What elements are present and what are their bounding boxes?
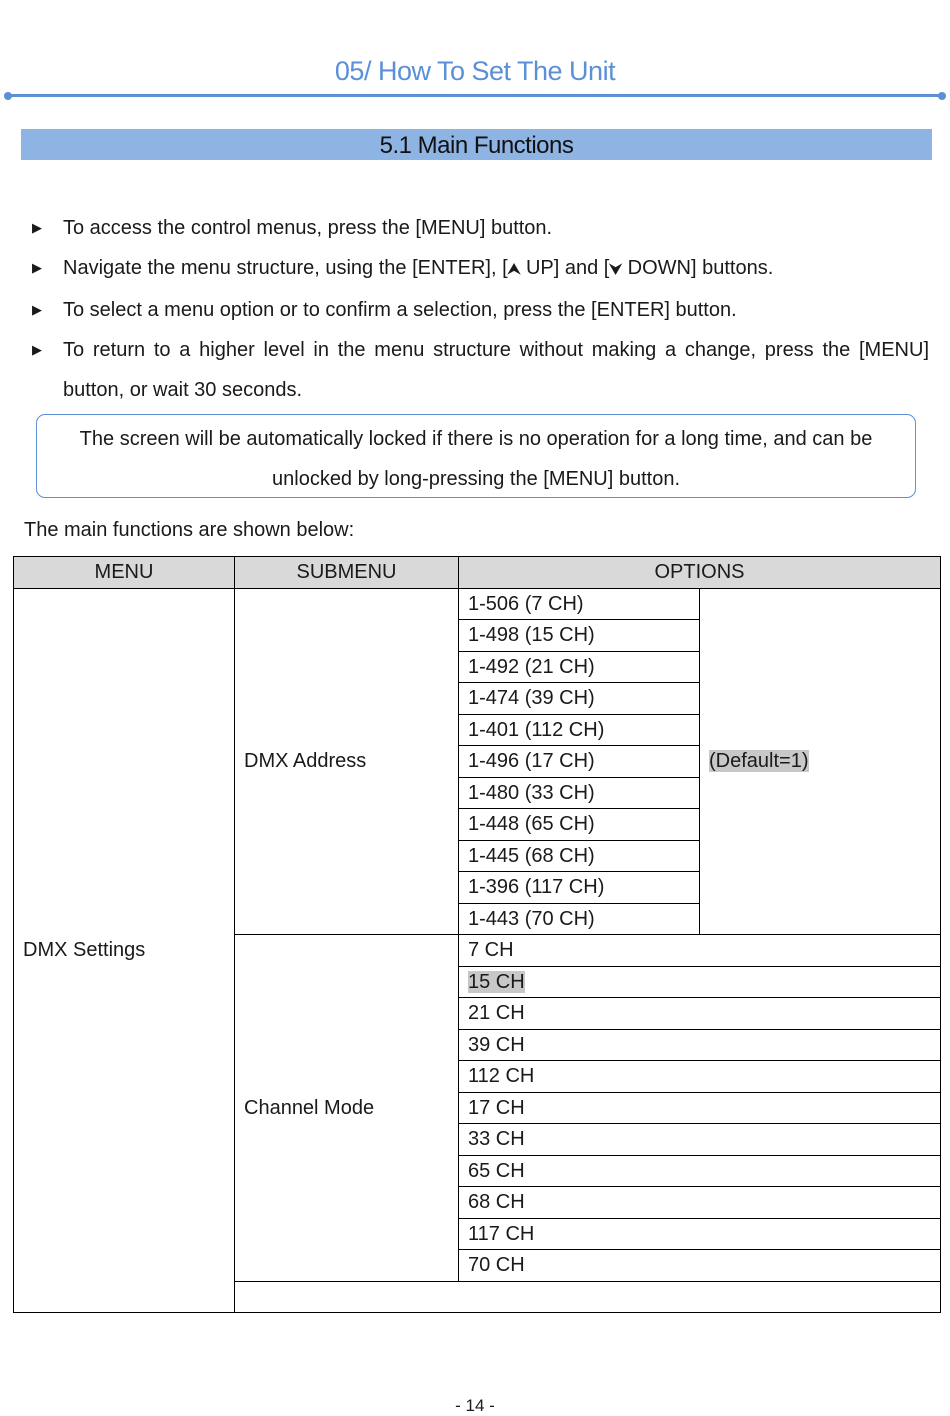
option-cell: 1-492 (21 CH): [459, 651, 700, 683]
option-cell: 68 CH: [459, 1187, 941, 1219]
list-item: [27, 330, 929, 410]
arrow-up-icon: ⮝: [507, 261, 521, 278]
option-cell: 1-496 (17 CH): [459, 746, 700, 778]
table-intro: The main functions are shown below:: [24, 519, 355, 541]
default-mode: 15 CH: [468, 970, 525, 993]
header-submenu: SUBMENU: [235, 557, 459, 589]
option-cell-default: [459, 966, 941, 998]
bullet-text: Navigate the menu structure, using the [ENTER], [: [63, 257, 508, 279]
list-item: [27, 248, 929, 290]
option-cell: 1-498 (15 CH): [459, 620, 700, 652]
option-cell: 1-401 (112 CH): [459, 714, 700, 746]
option-cell: 1-474 (39 CH): [459, 683, 700, 715]
option-cell: 1-443 (70 CH): [459, 903, 700, 935]
chapter-divider: [8, 94, 942, 97]
option-cell: 1-448 (65 CH): [459, 809, 700, 841]
submenu-cell-dmx-address: DMX Address: [235, 588, 459, 935]
note-box: [36, 414, 916, 498]
option-cell: 17 CH: [459, 1092, 941, 1124]
option-cell: 39 CH: [459, 1029, 941, 1061]
main-functions-table: [13, 556, 941, 1313]
table-header-row: [14, 557, 941, 589]
menu-cell: DMX Settings: [14, 588, 235, 1313]
option-cell: 1-506 (7 CH): [459, 588, 700, 620]
list-item: [27, 208, 929, 248]
bullet-triangle-icon: ▶: [32, 260, 42, 275]
bullet-text: To select a menu option or to confirm a selection, press the [ENTER] button.: [63, 299, 737, 321]
bullet-triangle-icon: ▶: [32, 220, 42, 235]
default-value: (Default=1): [709, 750, 809, 773]
header-options: OPTIONS: [459, 557, 941, 589]
option-cell: 112 CH: [459, 1061, 941, 1093]
option-cell: 33 CH: [459, 1124, 941, 1156]
bullet-text: UP] and [: [520, 257, 610, 279]
arrow-down-icon: ⮟: [609, 261, 623, 278]
option-cell: 65 CH: [459, 1155, 941, 1187]
option-cell: 1-396 (117 CH): [459, 872, 700, 904]
submenu-cell-channel-mode: Channel Mode: [235, 935, 459, 1282]
option-cell: 70 CH: [459, 1250, 941, 1282]
bullet-text: To access the control menus, press the [MENU] button.: [63, 217, 553, 239]
bullet-triangle-icon: ▶: [32, 302, 42, 317]
option-cell: 7 CH: [459, 935, 941, 967]
bullet-triangle-icon: ▶: [32, 342, 42, 357]
option-cell: 1-480 (33 CH): [459, 777, 700, 809]
option-cell: 117 CH: [459, 1218, 941, 1250]
note-text: The screen will be automatically locked if there is no operation for a long time, and can be unlocked by long-pressing the [MENU] button.: [79, 428, 873, 490]
option-cell: 1-445 (68 CH): [459, 840, 700, 872]
bullet-text: DOWN] buttons.: [622, 257, 774, 279]
option-cell: 21 CH: [459, 998, 941, 1030]
instruction-list: [27, 208, 929, 410]
chapter-title: 05/ How To Set The Unit: [334, 56, 616, 86]
header-menu: MENU: [14, 557, 235, 589]
section-title: 5.1 Main Functions: [21, 129, 932, 160]
list-item: [27, 290, 929, 330]
empty-cell: [235, 1281, 941, 1313]
page-number: - 14 -: [455, 1396, 495, 1415]
default-cell: [700, 588, 941, 935]
bullet-text: To return to a higher level in the menu structure without making a change, press the [MENU] button, or wait 30 seconds.: [63, 339, 929, 401]
table-row: [14, 588, 941, 620]
